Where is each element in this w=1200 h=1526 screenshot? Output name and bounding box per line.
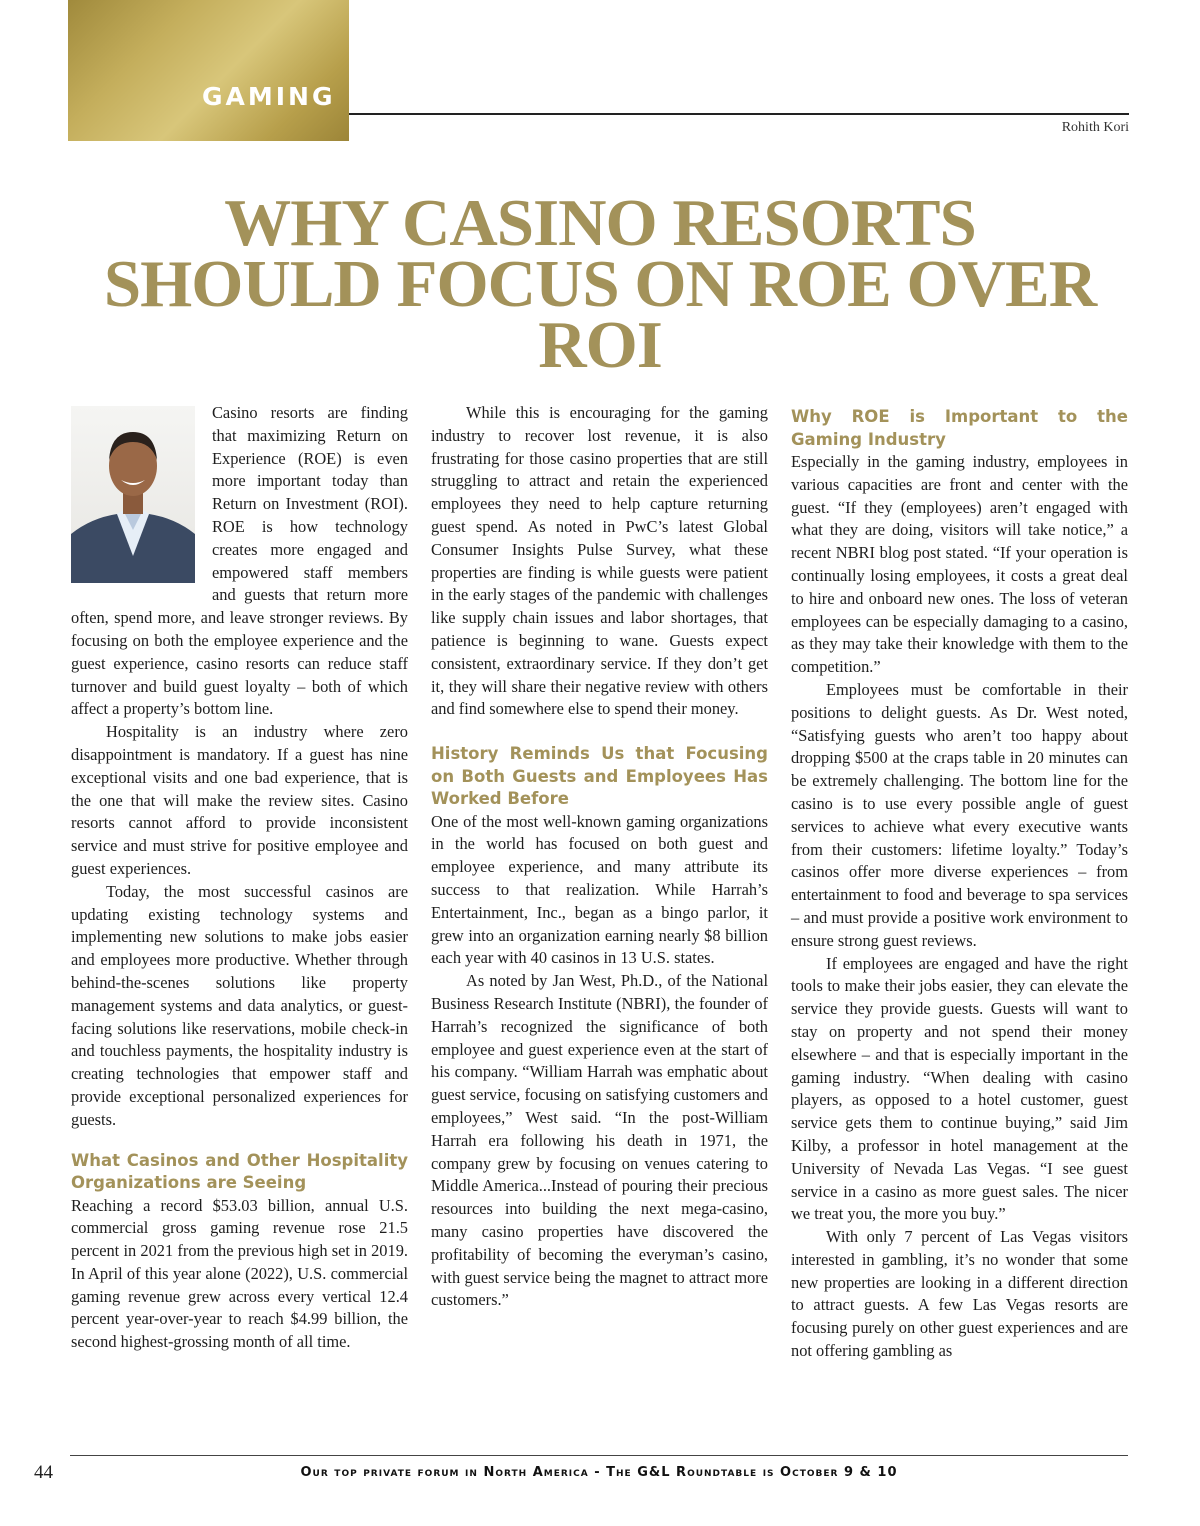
section-heading: What Casinos and Other Hospitality Organizations are Seeing xyxy=(71,1150,408,1192)
paragraph: Employees must be comfortable in their positions to delight guests. As Dr. West noted, “Satisfying guests who aren’t too happy about dropping $500 at the craps table in 20 minutes can be extremely challenging. The bottom line for the casino is to use every possible angle of guest services to achieve what every executive wants from their customers: lifetime loyalty.” Today’s casinos offer more diverse experiences – from entertainment to food and beverage to spa services – and must provide a positive work environment to ensure strong guest reviews. xyxy=(791,679,1128,950)
section-heading: History Reminds Us that Focusing on Both Guests and Employees Has Worked Before xyxy=(431,744,768,809)
page-number: 44 xyxy=(34,1462,53,1483)
article-column-1 xyxy=(71,402,408,1354)
footer-rule xyxy=(70,1455,1128,1456)
header-rule xyxy=(349,113,1129,115)
paragraph: Today, the most successful casinos are updating existing technology systems and implementing new solutions to make jobs easier and employees more productive. Whether through behind-the-scenes solutions like property management systems and data analytics, or guest-facing solutions like reservations, mobile check-in and touchless payments, the hospitality industry is creating technologies that empower staff and provide exceptional personalized experiences for guests. xyxy=(71,881,408,1129)
author-photo xyxy=(71,406,195,583)
section-label: GAMING xyxy=(202,82,336,111)
paragraph: Hospitality is an industry where zero disappointment is mandatory. If a guest has nine exceptional visits and one bad experience, that is the one that will make the review sites. Casino resorts cannot afford to provide inconsistent service and must strive for positive employee and guest experiences. xyxy=(71,722,408,878)
author-portrait-icon xyxy=(71,406,195,583)
article-column-3 xyxy=(791,402,1128,1363)
paragraph: If employees are engaged and have the right tools to make their jobs easier, they can elevate the service they provide guests. Guests will want to stay on property and not spend their money elsewhere – and that is especially important in the gaming industry. “When dealing with casino players, as opposed to a hotel customer, guest service gets them to continue buying,” said Jim Kilby, a professor in hotel management at the University of Nevada Las Vegas. “I see guest service in a casino as more guest sales. The nicer we treat you, the more you buy.” xyxy=(791,953,1128,1224)
section-heading: Why ROE is Important to the Gaming Industry xyxy=(791,407,1128,449)
footer-promo-text: Our top private forum in North America - The G&L Roundtable is October 9 & 10 xyxy=(300,1465,898,1480)
paragraph: As noted by Jan West, Ph.D., of the National Business Research Institute (NBRI), the founder of Harrah’s recognized the significance of both employee and guest experience even at the start of his company. “William Harrah was emphatic about guest service, focusing on satisfying customers and employees,” West said. “In the post-William Harrah era following his death in 1971, the company grew by focusing on venues catering to Middle America...Instead of pouring their precious resources into building the next mega-casino, many casino properties have discovered the profitability of becoming the everyman’s casino, with guest service being the magnet to attract more customers.” xyxy=(431,971,768,1310)
author-byline: Rohith Kori xyxy=(1061,120,1129,135)
article-column-2 xyxy=(431,402,768,1312)
paragraph: One of the most well-known gaming organizations in the world has focused on both guest and employee experience, and many attribute its success to that realization. While Harrah’s Entertainment, Inc., began as a bingo parlor, it grew into an organization earning nearly $8 billion each year with 40 casinos in 13 U.S. states. xyxy=(431,811,768,968)
paragraph: Casino resorts are finding that maximizing Return on Experience (ROE) is even more important today than Return on Investment (ROI). ROE is how technology creates more engaged and empowered staff members and guests that return more often, spend more, and leave stronger reviews. By focusing on both the employee experience and the guest experience, casino resorts can reduce staff turnover and build guest loyalty – both of which affect a property’s bottom line. xyxy=(71,403,408,719)
article-headline: WHY CASINO RESORTS SHOULD FOCUS ON ROE OVER ROI xyxy=(103,186,1097,382)
paragraph: While this is encouraging for the gaming industry to recover lost revenue, it is also frustrating for those casino properties that are still struggling to attract and retain the experienced employees they need to help capture returning guest spend. As noted in PwC’s latest Global Consumer Insights Pulse Survey, what these properties are finding is while guests were patient in the early stages of the pandemic with challenges like supply chain issues and labor shortages, that patience is beginning to wane. Guests expect consistent, extraordinary service. If they don’t get it, they will share their negative review with others and find somewhere else to spend their money. xyxy=(431,403,768,719)
paragraph: Especially in the gaming industry, employees in various capacities are front and center with the guest. “If they (employees) aren’t engaged with what they are doing, visitors will take notice,” a recent NBRI blog post stated. “If your operation is continually losing employees, it costs a great deal to hire and onboard new ones. The loss of veteran employees can be especially damaging to a casino, as they may take their knowledge with them to the competition.” xyxy=(791,452,1128,677)
paragraph: Reaching a record $53.03 billion, annual U.S. commercial gross gaming revenue rose 21.5 percent in 2021 from the previous high set in 2019. In April of this year alone (2022), U.S. commercial gaming revenue grew across every vertical 12.4 percent year-over-year to reach $4.99 billion, the second highest-grossing month of all time. xyxy=(71,1195,408,1352)
section-tab xyxy=(68,0,349,141)
paragraph: With only 7 percent of Las Vegas visitors interested in gambling, it’s no wonder that some new properties are looking in a different direction to attract guests. A few Las Vegas resorts are focusing purely on other guest experiences and are not offering gambling as xyxy=(791,1227,1128,1361)
